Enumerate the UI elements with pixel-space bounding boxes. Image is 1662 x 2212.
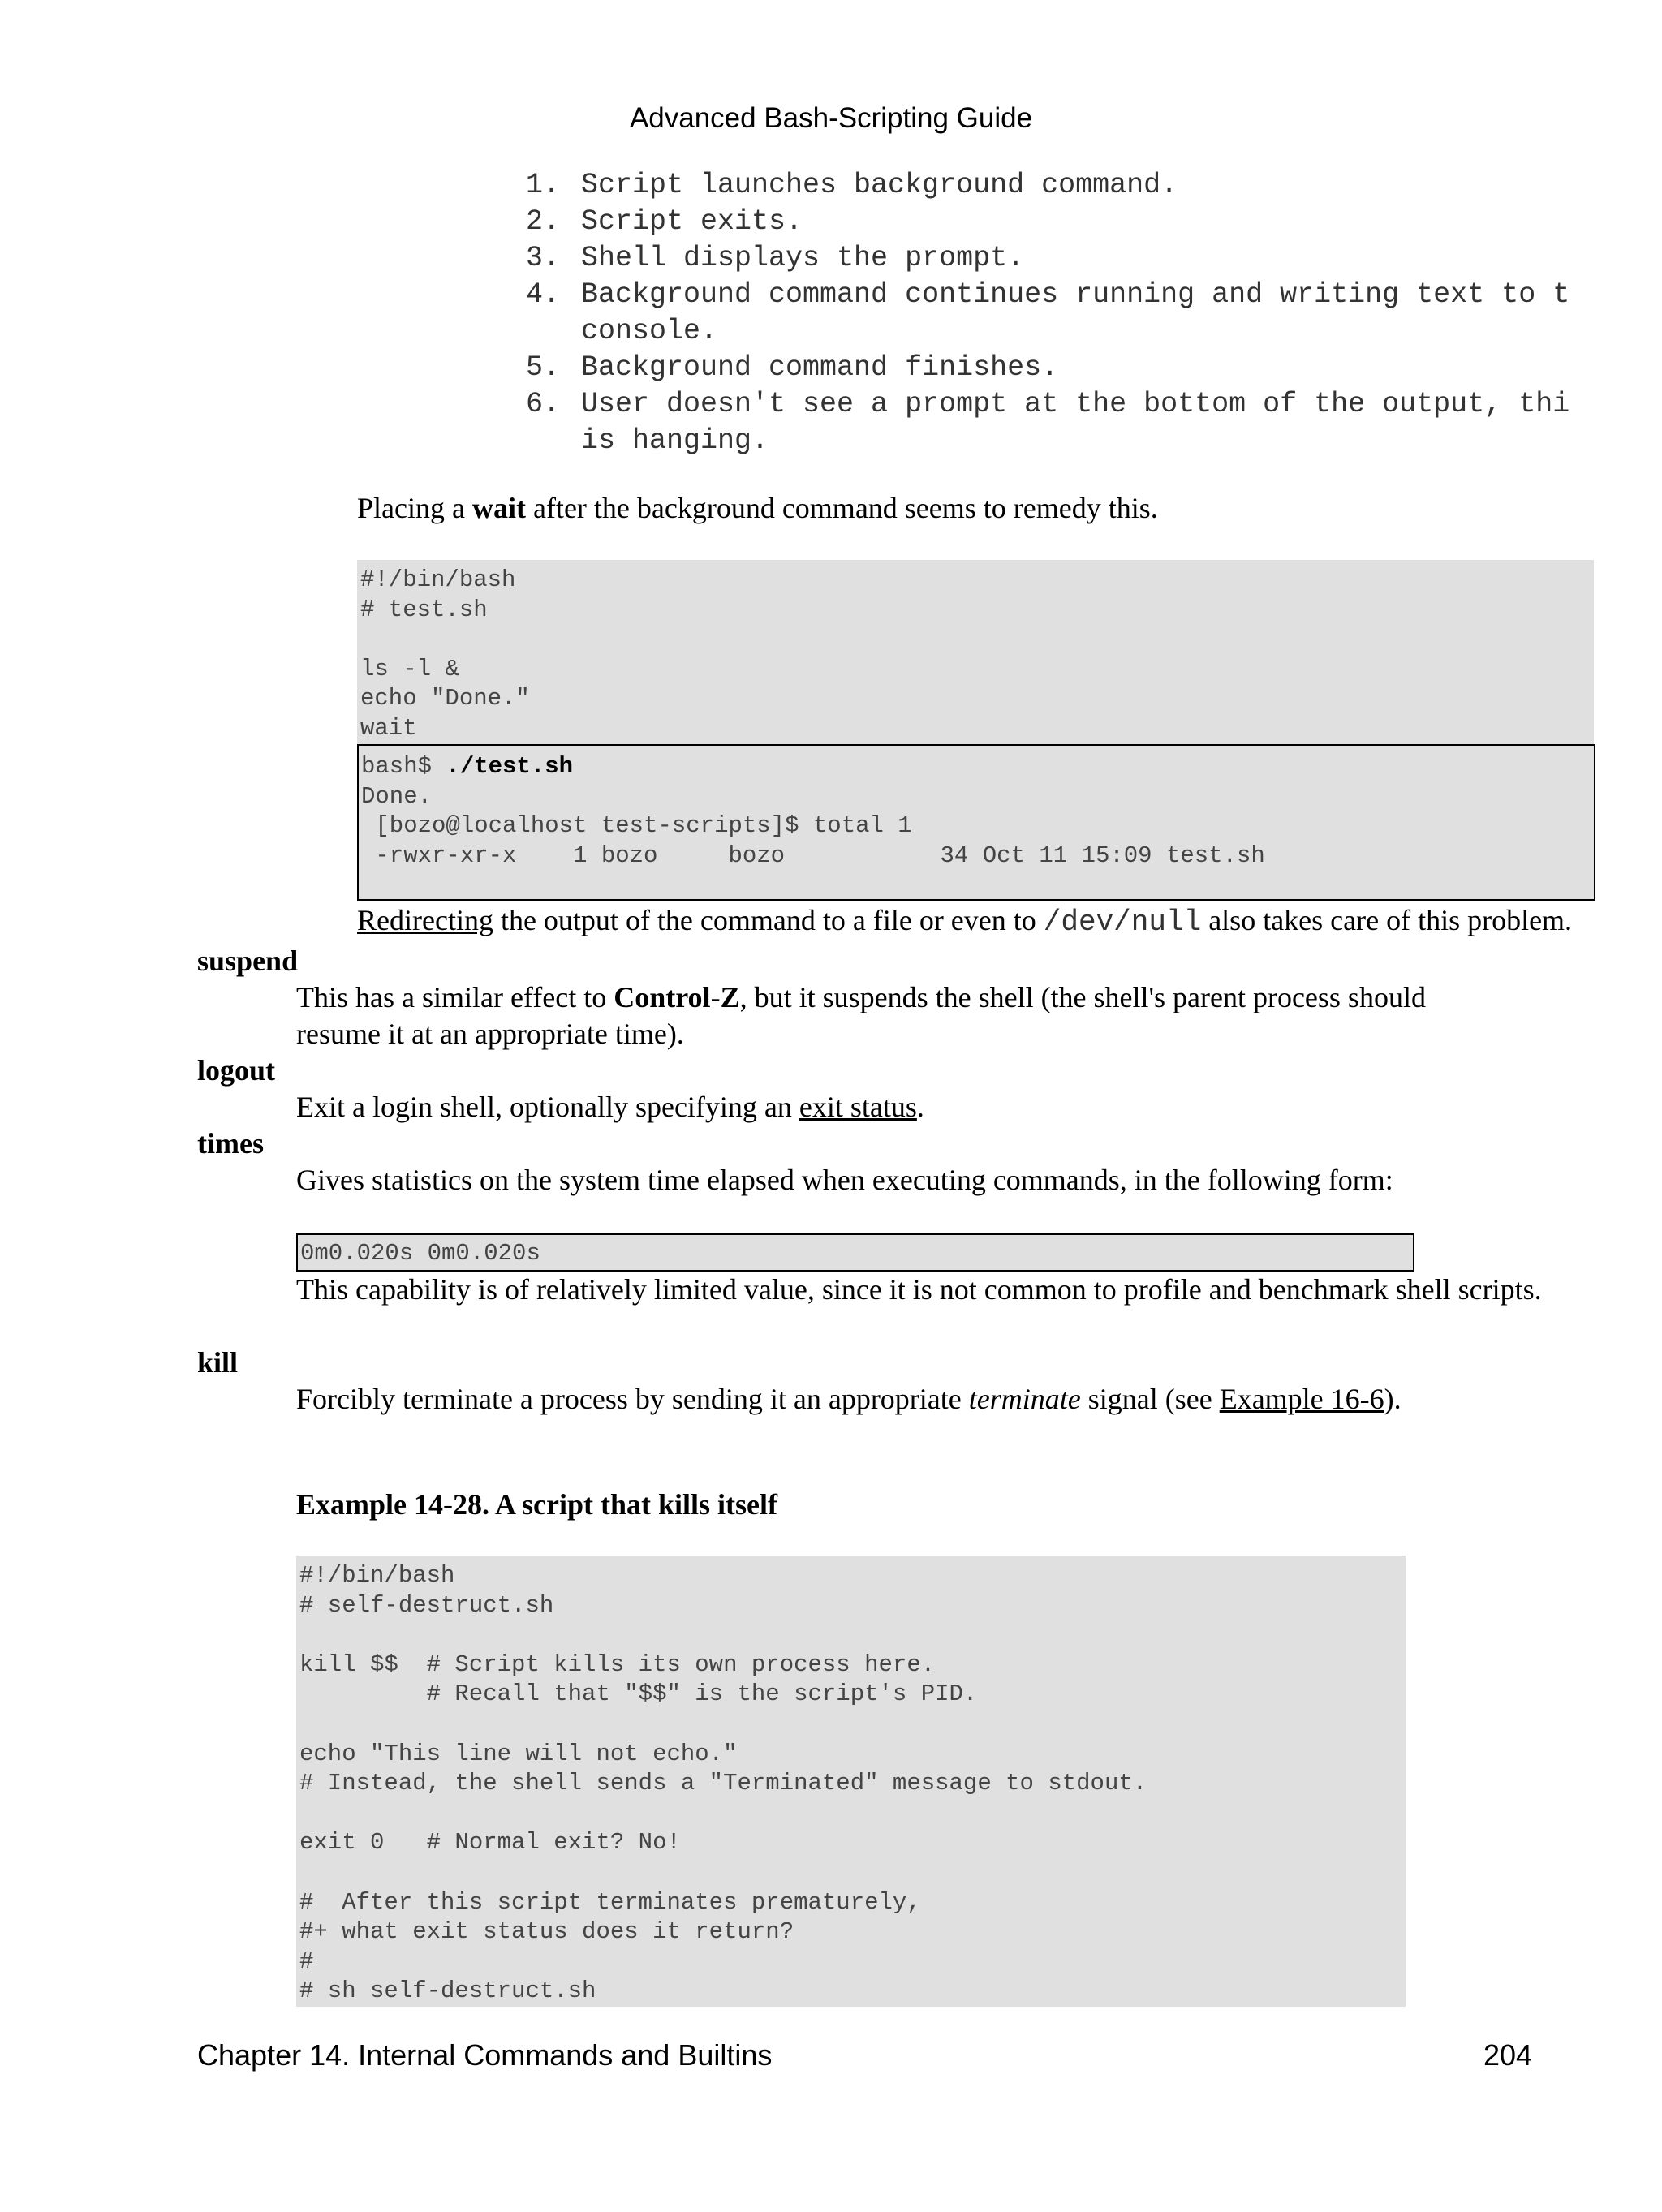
- example-title: Example 14-28. A script that kills itself: [296, 1488, 777, 1521]
- suspend-definition: [296, 979, 1513, 1052]
- suspend-text-end: , but it suspends the shell (the shell's parent process should resume it at an appropriate time).: [296, 981, 1426, 1050]
- list-item-text: User doesn't see a prompt at the bottom of the output, thi: [581, 388, 1570, 420]
- list-item-text: Background command continues running and writing text to t: [581, 278, 1570, 311]
- wait-para-text: Placing a: [357, 492, 472, 524]
- terminate-emphasis: terminate: [968, 1383, 1081, 1415]
- suspend-text: This has a similar effect to: [296, 981, 614, 1013]
- times-note: This capability is of relatively limited value, since it is not common to profile and benchmark shell scripts.: [296, 1273, 1542, 1306]
- list-number: 3.: [526, 242, 561, 274]
- redirect-paragraph: [357, 902, 1572, 940]
- key-dash: -: [710, 981, 721, 1013]
- hang-list-item: [526, 167, 1662, 204]
- list-item-text: is hanging.: [581, 424, 769, 457]
- list-number: [526, 313, 581, 350]
- running-header: Advanced Bash-Scripting Guide: [629, 102, 1033, 134]
- wait-paragraph: [357, 490, 1158, 527]
- list-item-text: Background command finishes.: [581, 351, 1059, 384]
- list-item-text: Shell displays the prompt.: [581, 242, 1025, 274]
- logout-text: Exit a login shell, optionally specifying an: [296, 1091, 799, 1123]
- list-number: 2.: [526, 205, 561, 238]
- footer-chapter: Chapter 14. Internal Commands and Builtins: [197, 2038, 773, 2072]
- kill-text: Forcibly terminate a process by sending it an appropriate: [296, 1383, 969, 1415]
- kill-definition: [296, 1381, 1595, 1418]
- control-key: Control: [614, 981, 711, 1013]
- self-destruct-script-code: #!/bin/bash # self-destruct.sh kill $$ # Script kills its own process here. # Recall that "$$" is the script's PID. echo "This line will not echo." # Instead, the shell sends a "Terminated" message to stdout. exit 0 # Normal exit? No! # After this script terminates prematurely, #+ what exit status does it return? # # sh self-destruct.sh: [296, 1556, 1406, 2007]
- redirecting-link[interactable]: Redirecting: [357, 904, 493, 936]
- hang-list-item: [526, 386, 1662, 423]
- z-key: Z: [720, 981, 740, 1013]
- list-number: [526, 423, 581, 459]
- kill-text-mid: signal (see: [1080, 1383, 1220, 1415]
- hang-list-item: [526, 313, 1662, 350]
- typed-command: ./test.sh: [446, 753, 574, 780]
- term-logout: logout: [197, 1054, 276, 1087]
- times-output-code: 0m0.020s 0m0.020s: [296, 1233, 1414, 1272]
- term-kill: kill: [197, 1346, 239, 1379]
- hang-list-item: [526, 240, 1662, 277]
- logout-text-end: .: [916, 1091, 924, 1123]
- logout-definition: [296, 1089, 1595, 1125]
- hang-cause-list: [526, 167, 1662, 459]
- kill-text-end: ).: [1384, 1383, 1402, 1415]
- shell-prompt: bash$: [361, 753, 446, 780]
- page-number: 204: [1483, 2038, 1533, 2072]
- exit-status-link[interactable]: exit status: [799, 1091, 917, 1123]
- list-number: 1.: [526, 169, 561, 201]
- redirect-text-end: also takes care of this problem.: [1201, 904, 1573, 936]
- list-item-text: Script exits.: [581, 205, 803, 238]
- term-times: times: [197, 1127, 264, 1160]
- list-item-text: console.: [581, 315, 718, 347]
- list-number: 4.: [526, 278, 561, 311]
- hang-list-item: [526, 204, 1662, 240]
- list-item-text: Script launches background command.: [581, 169, 1178, 201]
- test-output-screen: [357, 744, 1595, 901]
- dev-null-code: /dev/null: [1043, 906, 1202, 939]
- command-output: Done. [bozo@localhost test-scripts]$ total 1 -rwxr-xr-x 1 bozo bozo 34 Oct 11 15:09 test.sh: [361, 782, 1265, 869]
- hang-list-item: [526, 423, 1662, 459]
- hang-list-item: [526, 350, 1662, 386]
- test-script-code: #!/bin/bash # test.sh ls -l & echo "Done." wait: [357, 560, 1594, 745]
- redirect-text: the output of the command to a file or even to: [493, 904, 1044, 936]
- example-16-6-link[interactable]: Example 16-6: [1219, 1383, 1384, 1415]
- list-number: 6.: [526, 388, 561, 420]
- hang-list-item: [526, 277, 1662, 313]
- list-number: 5.: [526, 351, 561, 384]
- times-description: Gives statistics on the system time elapsed when executing commands, in the following form:: [296, 1164, 1393, 1196]
- term-suspend: suspend: [197, 945, 299, 977]
- wait-command: wait: [471, 492, 526, 524]
- wait-para-text-end: after the background command seems to remedy this.: [525, 492, 1158, 524]
